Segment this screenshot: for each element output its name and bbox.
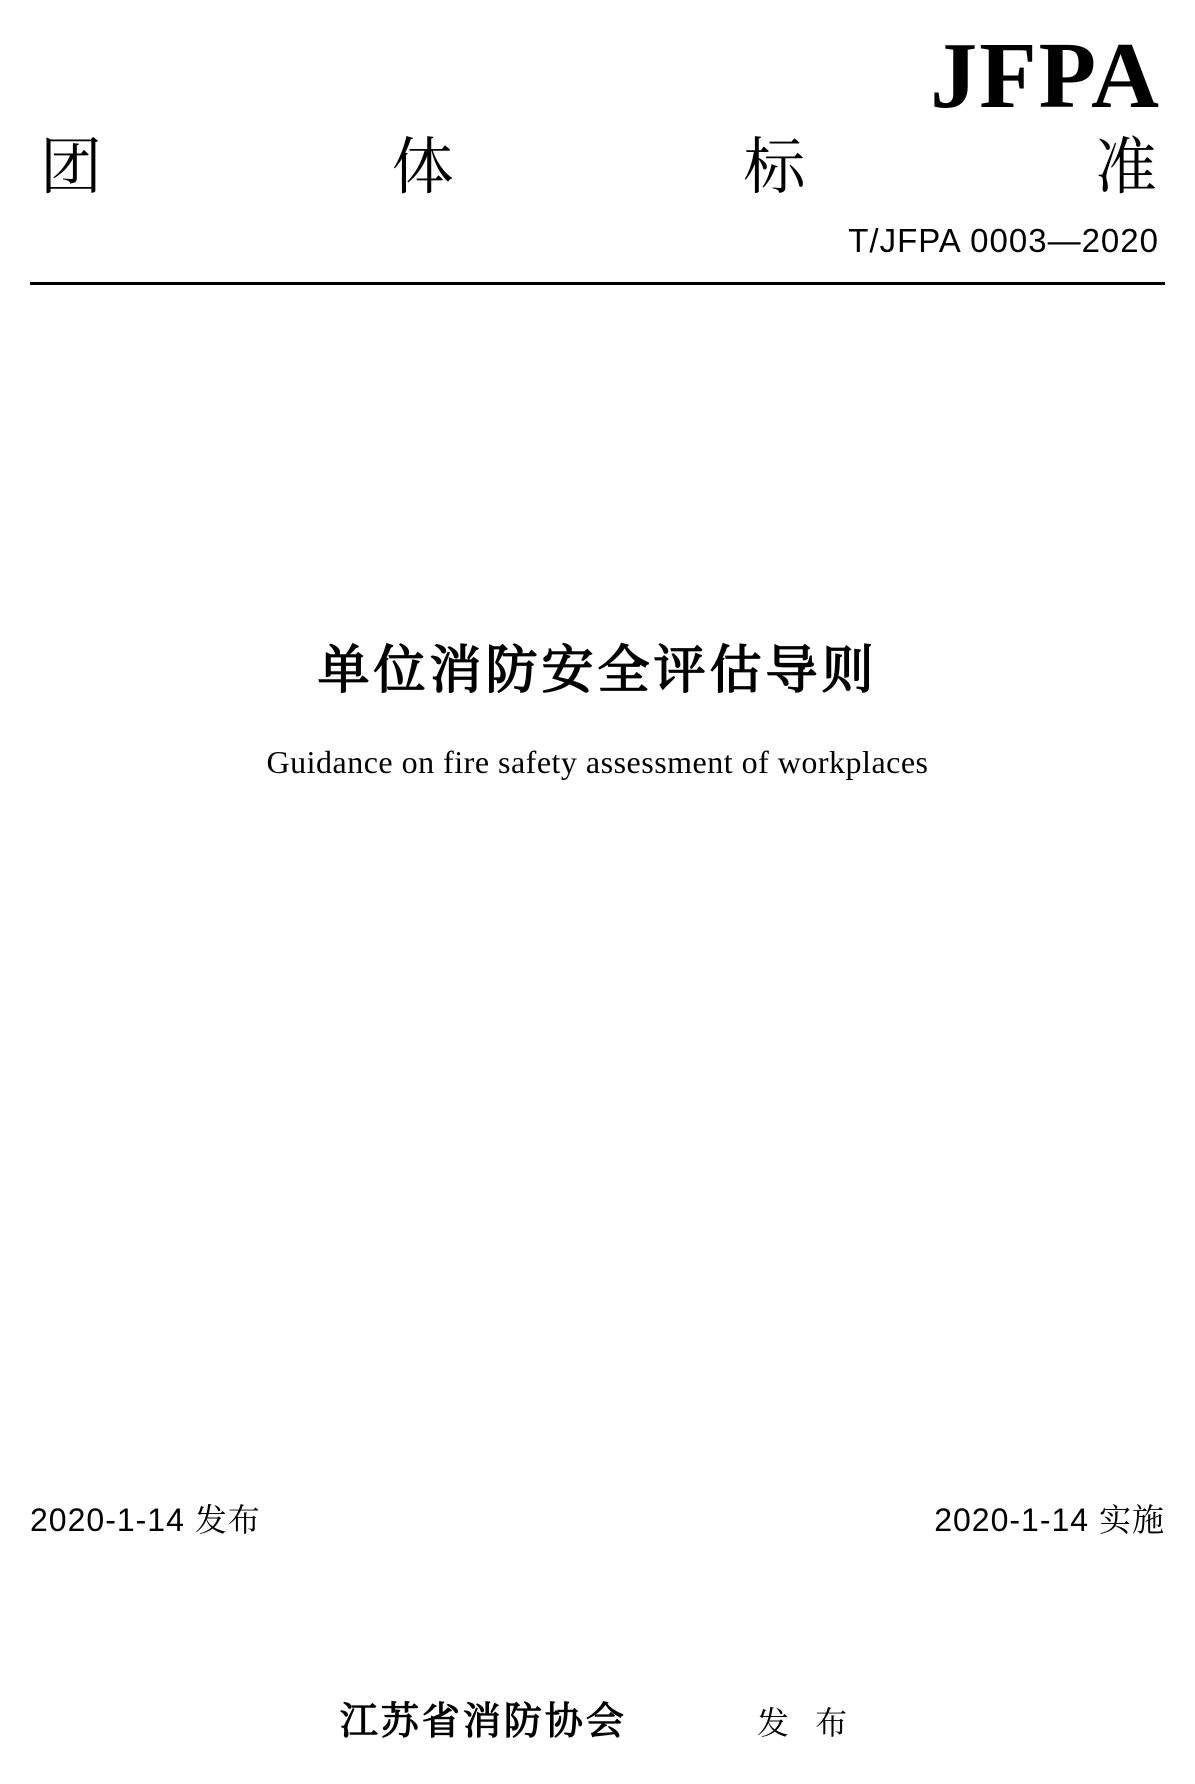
- date-row: [30, 1495, 1165, 1541]
- standard-series-label: [30, 130, 1165, 203]
- issue-date: 2020-1-14 发布: [30, 1502, 261, 1538]
- series-char-zhun: 准: [1094, 130, 1157, 203]
- page-title: 单位消防安全评估导则: [317, 641, 878, 701]
- title-block: [0, 640, 1195, 781]
- implementation-date: 2020-1-14 实施: [934, 1502, 1165, 1538]
- jfpa-logo: JFPA: [930, 24, 1161, 128]
- series-char-biao: 标: [743, 130, 806, 203]
- publish-action-label: 发 布: [756, 1704, 856, 1742]
- publisher-name: 江苏省消防协会: [339, 1699, 627, 1743]
- page-subtitle-english: Guidance on fire safety assessment of workplaces: [266, 744, 929, 780]
- header-divider: [30, 282, 1165, 285]
- series-char-tuan: 团: [40, 130, 103, 203]
- footer: [0, 1690, 1195, 1745]
- standard-number: T/JFPA 0003—2020: [848, 222, 1159, 259]
- standard-header: [30, 24, 1165, 285]
- series-char-ti: 体: [391, 130, 454, 203]
